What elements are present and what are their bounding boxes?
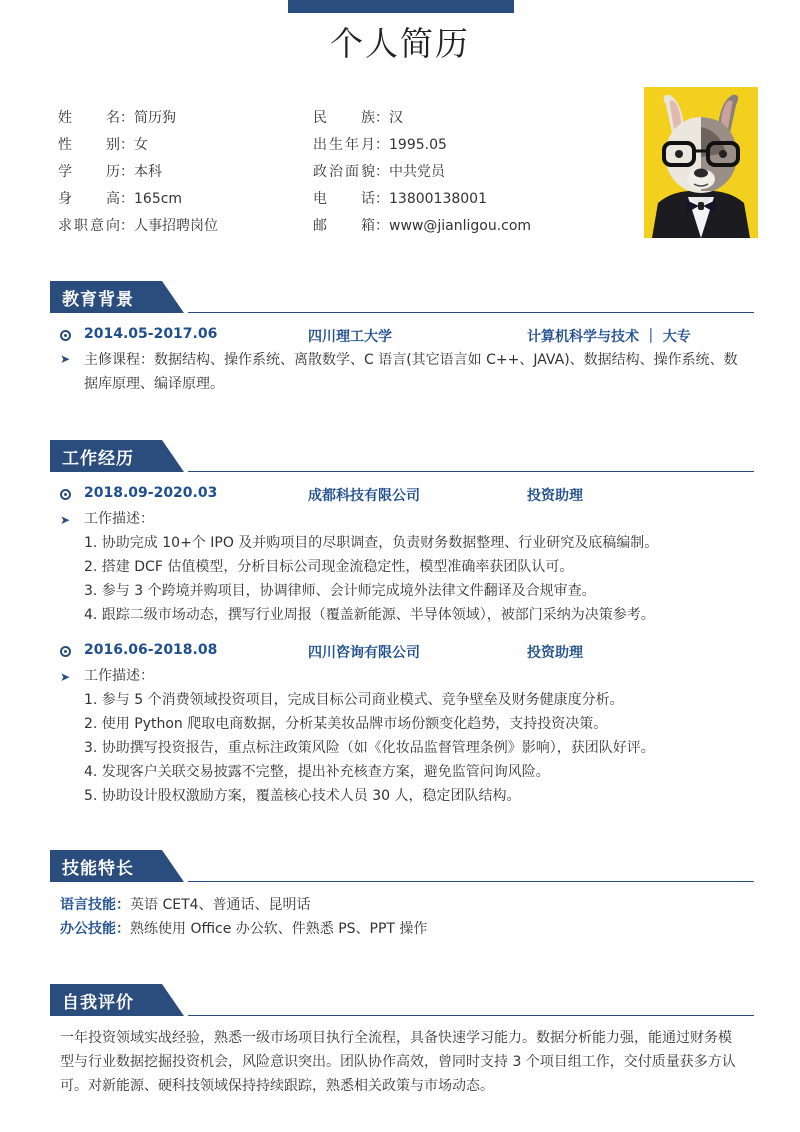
skill-value: 英语 CET4、普通话、昆明话: [130, 897, 311, 913]
list-item: 2. 使用 Python 爬取电商数据，分析某美妆品牌市场份额变化趋势，支持投资决策。: [84, 716, 608, 732]
self-evaluation-text: 一年投资领域实战经验，熟悉一级市场项目执行全流程，具备快速学习能力。数据分析能力强，能通过财务模 型与行业数据挖掘投资机会，风险意识突出。团队协作高效，曾同时支持 3 个项目组工作，交付质量获多方认 可。对新能源、硬科技领域保持持续跟踪，熟悉相关政策与市场动态。: [60, 1030, 736, 1094]
skill-value: 熟练使用 Office 办公软、件熟悉 PS、PPT 操作: [130, 921, 428, 937]
section-title: 工作经历: [62, 449, 134, 469]
circle-dot-icon: [60, 330, 71, 341]
circle-dot-icon: [60, 646, 71, 657]
list-item: 1. 协助完成 10+个 IPO 及并购项目的尽职调查，负责财务数据整理、行业研究及底稿编制。: [84, 535, 659, 551]
info-colon: ：: [375, 191, 389, 207]
section-divider: [188, 312, 754, 313]
info-colon: ：: [120, 164, 134, 180]
info-colon: ：: [375, 164, 389, 180]
info-colon: ：: [375, 218, 389, 234]
chevron-right-icon: ➤: [60, 513, 71, 527]
info-label: 身高: [58, 191, 120, 207]
info-value: 简历狗: [134, 110, 176, 126]
chevron-right-icon: ➤: [60, 352, 71, 366]
info-value: 本科: [134, 164, 162, 180]
info-row: [313, 161, 445, 181]
page-title: 个人简历: [330, 24, 470, 63]
info-label: 政治面貌: [313, 164, 375, 180]
work-company: 成都科技有限公司: [308, 488, 420, 504]
info-row: [313, 107, 403, 127]
info-row: [58, 134, 148, 154]
section-title: 技能特长: [62, 859, 134, 879]
work-items: [84, 531, 754, 627]
education-date: 2014.05-2017.06: [84, 326, 218, 342]
skill-label: 办公技能：: [60, 921, 130, 937]
work-date: 2018.09-2020.03: [84, 485, 218, 501]
education-school: 四川理工大学: [308, 329, 392, 345]
profile-photo: [644, 87, 758, 238]
section-header-work: [50, 440, 754, 474]
skill-label: 语言技能：: [60, 897, 130, 913]
info-value: www@jianligou.com: [389, 218, 532, 234]
work-desc-label: 工作描述：: [84, 511, 154, 527]
info-colon: ：: [375, 137, 389, 153]
info-row: [313, 134, 447, 154]
section-divider: [188, 881, 754, 882]
info-label: 学历: [58, 164, 120, 180]
info-label: 民族: [313, 110, 375, 126]
work-role: 投资助理: [527, 645, 583, 661]
info-value: 汉: [389, 110, 403, 126]
work-company: 四川咨询有限公司: [308, 645, 420, 661]
section-header-self-evaluation: [50, 984, 754, 1018]
info-colon: ：: [120, 218, 134, 234]
dog-portrait-icon: [644, 87, 758, 238]
info-row: [58, 161, 162, 181]
list-item: [60, 917, 754, 941]
section-divider: [188, 1015, 754, 1016]
education-major: 计算机科学与技术 ｜ 大专: [527, 329, 691, 345]
work-desc-label: 工作描述：: [84, 668, 154, 684]
list-item: 1. 参与 5 个消费领域投资项目，完成目标公司商业模式、竞争壁垒及财务健康度分析。: [84, 692, 624, 708]
list-item: 3. 参与 3 个跨境并购项目，协调律师、会计师完成境外法律文件翻译及合规审查。: [84, 583, 596, 599]
info-label: 邮箱: [313, 218, 375, 234]
info-label: 性别: [58, 137, 120, 153]
info-value: 165cm: [134, 191, 183, 207]
info-row: [58, 215, 218, 235]
list-item: 3. 协助撰写投资报告，重点标注政策风险（如《化妆品监督管理条例》影响），获团队好评。: [84, 740, 655, 756]
work-items: [84, 688, 754, 808]
info-value: 1995.05: [389, 137, 447, 153]
section-title: 教育背景: [62, 290, 134, 310]
education-courses: 主修课程：数据结构、操作系统、离散数学、C 语言(其它语言如 C++、JAVA)、数据结构、操作系统、数 据库原理、编译原理。: [84, 352, 738, 392]
list-item: 4. 跟踪二级市场动态，撰写行业周报（覆盖新能源、半导体领域），被部门采纳为决策参考。: [84, 607, 655, 623]
section-header-education: [50, 281, 754, 315]
info-row: [313, 188, 487, 208]
info-colon: ：: [375, 110, 389, 126]
work-date: 2016.06-2018.08: [84, 642, 218, 658]
list-item: 4. 发现客户关联交易披露不完整，提出补充核查方案，避免监管问询风险。: [84, 764, 550, 780]
info-row: [58, 188, 182, 208]
circle-dot-icon: [60, 489, 71, 500]
info-row: [58, 107, 176, 127]
work-role: 投资助理: [527, 488, 583, 504]
section-divider: [188, 471, 754, 472]
info-colon: ：: [120, 110, 134, 126]
section-title: 自我评价: [62, 993, 134, 1013]
list-item: 2. 搭建 DCF 估值模型，分析目标公司现金流稳定性，模型准确率获团队认可。: [84, 559, 574, 575]
info-value: 13800138001: [389, 191, 487, 207]
info-colon: ：: [120, 191, 134, 207]
info-label: 电话: [313, 191, 375, 207]
list-item: [60, 893, 754, 917]
chevron-right-icon: ➤: [60, 670, 71, 684]
info-value: 人事招聘岗位: [134, 218, 218, 234]
info-colon: ：: [120, 137, 134, 153]
info-label: 姓名: [58, 110, 120, 126]
skills-list: [60, 893, 754, 941]
list-item: 5. 协助设计股权激励方案，覆盖核心技术人员 30 人，稳定团队结构。: [84, 788, 521, 804]
info-label: 出生年月: [313, 137, 375, 153]
info-row: [313, 215, 531, 235]
info-label: 求职意向: [58, 218, 120, 234]
info-value: 中共党员: [389, 164, 445, 180]
header-tab-decoration: [288, 0, 514, 13]
section-header-skills: [50, 850, 754, 884]
info-value: 女: [134, 137, 148, 153]
